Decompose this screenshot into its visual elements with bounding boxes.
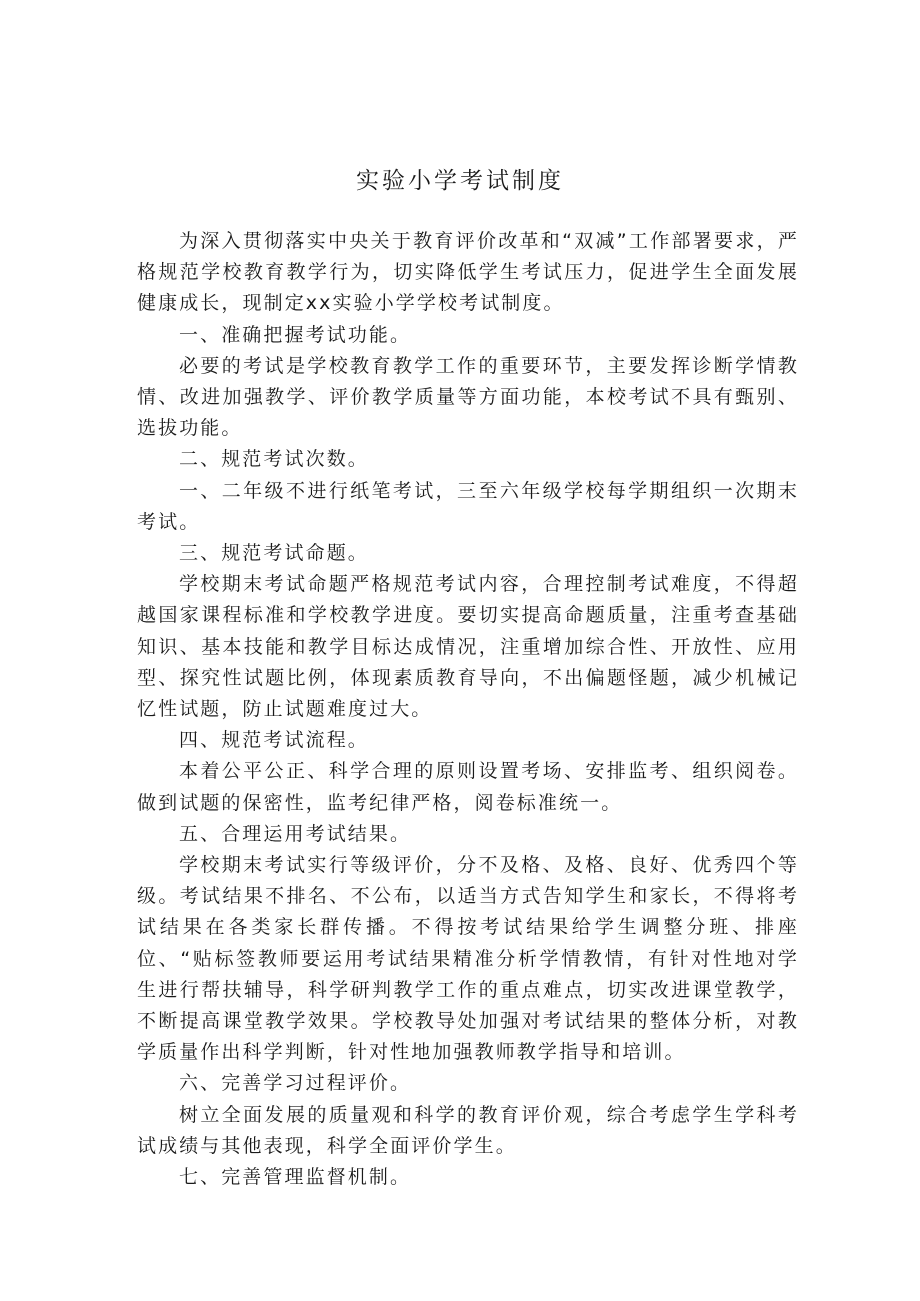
paragraph-section-1: 必要的考试是学校教育教学工作的重要环节，主要发挥诊断学情教情、改进加强教学、评价教学质量等方面功能，本校考试不具有甄别、选拔功能。: [137, 354, 799, 440]
paragraph-section-6: 树立全面发展的质量观和科学的教育评价观，综合考虑学生学科考试成绩与其他表现，科学全面评价学生。: [137, 1103, 799, 1157]
section-heading-1: 一、准确把握考试功能。: [179, 323, 412, 346]
section-heading-4: 四、规范考试流程。: [179, 729, 369, 752]
paragraph-section-3: 学校期末考试命题严格规范考试内容，合理控制考试难度，不得超越国家课程标准和学校教学进度。要切实提高命题质量，注重考查基础知识、基本技能和教学目标达成情况，注重增加综合性、开放性、应用型、探究性试题比例，体现素质教育导向，不出偏题怪题，减少机械记忆性试题，防止试题难度过大。: [137, 573, 799, 721]
section-heading-5: 五、合理运用考试结果。: [179, 822, 412, 845]
paragraph-section-4: 本着公平公正、科学合理的原则设置考场、安排监考、组织阅卷。做到试题的保密性，监考纪律严格，阅卷标准统一。: [137, 760, 799, 814]
section-heading-6: 六、完善学习过程评价。: [179, 1072, 412, 1095]
document-title: 实验小学考试制度: [356, 168, 564, 194]
section-heading-2: 二、规范考试次数。: [179, 448, 369, 471]
paragraph-section-2: 一、二年级不进行纸笔考试，三至六年级学校每学期组织一次期末考试。: [137, 479, 799, 533]
section-heading-3: 三、规范考试命题。: [179, 542, 369, 565]
paragraph-section-5: 学校期末考试实行等级评价，分不及格、及格、良好、优秀四个等级。考试结果不排名、不公布，以适当方式告知学生和家长，不得将考试结果在各类家长群传播。不得按考试结果给学生调整分班、排座位、“贴标签教师要运用考试结果精准分析学情教情，有针对性地对学生进行帮扶辅导，科学研判教学工作的重点难点，切实改进课堂教学，不断提高课堂教学效果。学校教导处加强对考试结果的整体分析，对教学质量作出科学判断，针对性地加强教师教学指导和培训。: [137, 854, 799, 1064]
paragraph-intro: 为深入贯彻落实中央关于教育评价改革和“双减”工作部署要求，严格规范学校教育教学行为，切实降低学生考试压力，促进学生全面发展健康成长，现制定xx实验小学学校考试制度。: [137, 230, 799, 315]
section-heading-7: 七、完善管理监督机制。: [179, 1166, 412, 1189]
document-body: [137, 226, 799, 1193]
